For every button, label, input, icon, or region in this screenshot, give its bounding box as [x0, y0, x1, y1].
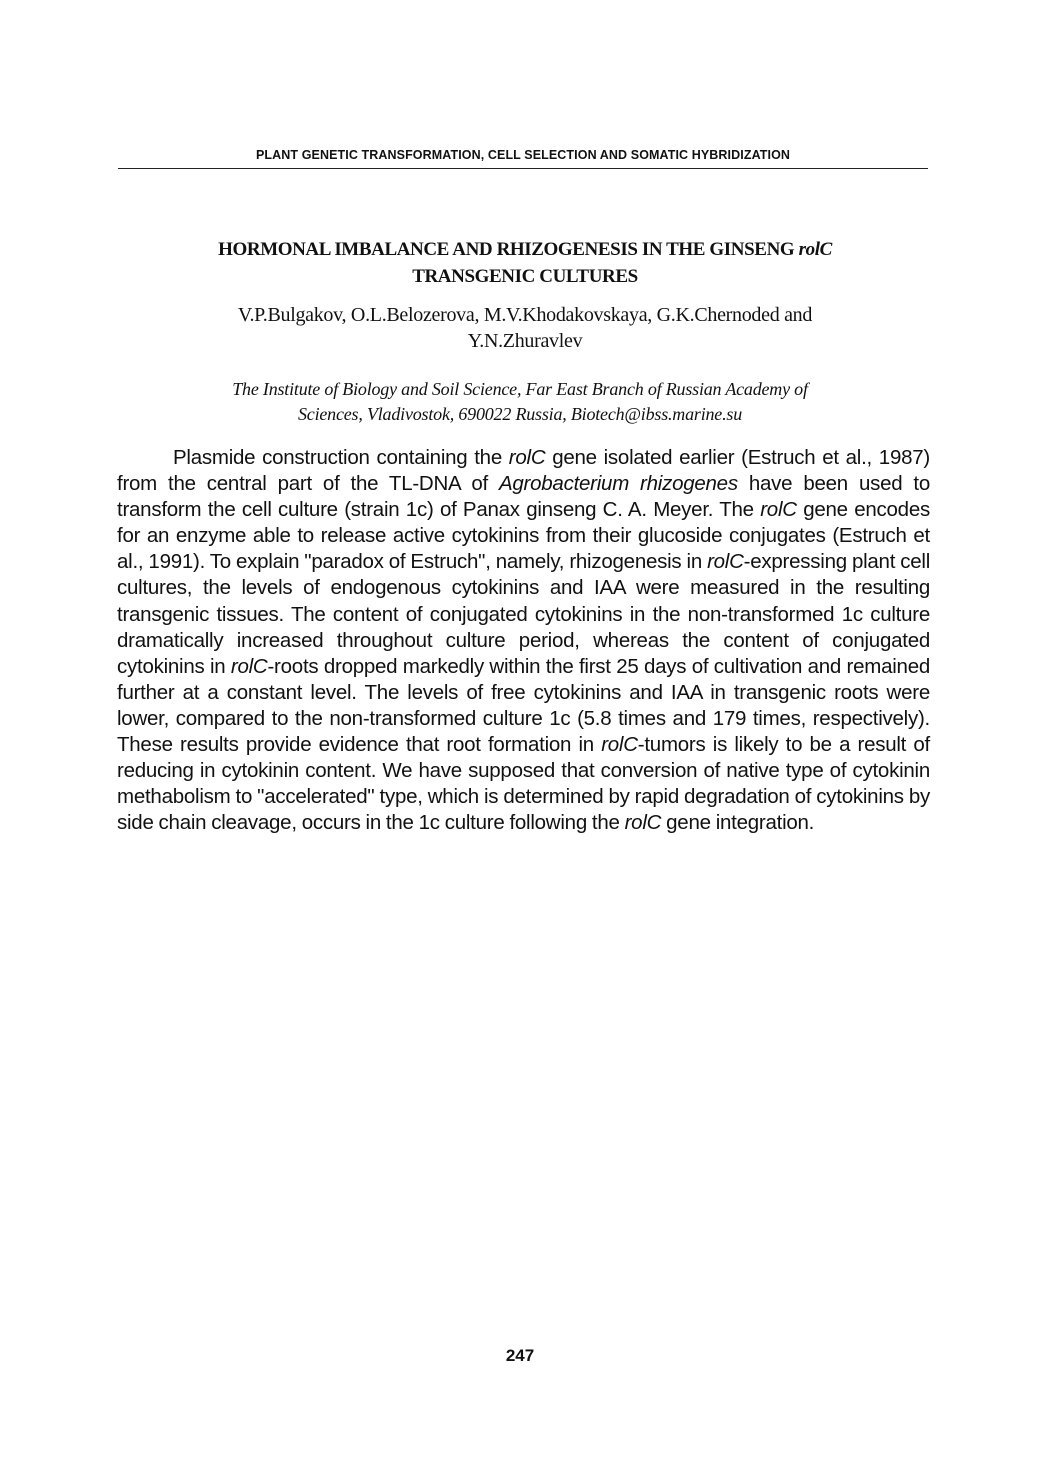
abstract-text: Plasmide construction containing the — [173, 446, 509, 469]
abstract-text: gene encodes for an enzyme able to release active cytokinins from their glucoside conjugates (Estruch et al., 1991). To explain "paradox of Estruch", namely, rhizogenesis in — [117, 498, 930, 574]
species-name: Agrobacterium rhizogenes — [498, 472, 738, 496]
abstract-body — [117, 445, 930, 836]
title-main: HORMONAL IMBALANCE AND RHIZOGENESIS IN THE GINSENG — [218, 239, 795, 260]
running-header: PLANT GENETIC TRANSFORMATION, CELL SELECTION AND SOMATIC HYBRIDIZATION — [255, 148, 791, 162]
gene-name: rolC — [760, 498, 797, 522]
gene-name: rolC — [707, 550, 744, 574]
paper-title — [100, 236, 950, 290]
abstract-text: -roots dropped markedly within the first 25 days of cultivation and remained further at a constant level. The levels of free cytokinins and IAA in transgenic roots were lower, compared to the non-transformed culture 1c (5.8 times and 179 times, respectively). These results provide evidence that root formation in — [117, 654, 931, 757]
affiliation — [110, 377, 930, 427]
affiliation-line-1: The Institute of Biology and Soil Science, Far East Branch of Russian Academy of — [232, 379, 808, 399]
abstract-text: -tumors is likely to be a result of reducing in cytokinin content. We have supposed that conversion of native type of cytokinin methabolism to "accelerated" type, which is determined by rapid degradation of cytokinins by side chain cleavage, occurs in the 1c culture following the — [117, 733, 930, 835]
abstract-text: gene isolated earlier (Estruch et al., 1987) from the central part of the TL-DNA of — [117, 446, 930, 496]
gene-name: rolC — [624, 811, 662, 835]
affiliation-line-2: Sciences, Vladivostok, 690022 Russia, Biotech@ibss.marine.su — [298, 404, 742, 424]
authors-line-1: V.P.Bulgakov, O.L.Belozerova, M.V.Khodakovskaya, G.K.Chernoded and — [237, 304, 813, 326]
gene-name: rolC — [508, 446, 546, 469]
abstract-text: -expressing plant cell cultures, the levels of endogenous cytokinins and IAA were measured in the resulting transgenic tissues. The content of conjugated cytokinins in the non-transformed 1c culture dramatically increased throughout culture period, whereas the content of conjugated cytokinins in — [117, 550, 931, 678]
gene-name: rolC — [230, 654, 268, 678]
author-list — [100, 302, 950, 354]
abstract-text: gene integration. — [661, 811, 815, 835]
title-end: TRANSGENIC CULTURES — [412, 266, 638, 287]
authors-line-2: Y.N.Zhuravlev — [467, 330, 583, 352]
title-gene: rolC — [798, 239, 832, 260]
page-number: 247 — [505, 1346, 535, 1365]
gene-name: rolC — [601, 733, 638, 757]
header-rule — [118, 168, 928, 169]
abstract-text: have been used to transform the cell culture (strain 1c) of Panax ginseng C. A. Meyer. The — [117, 472, 931, 522]
